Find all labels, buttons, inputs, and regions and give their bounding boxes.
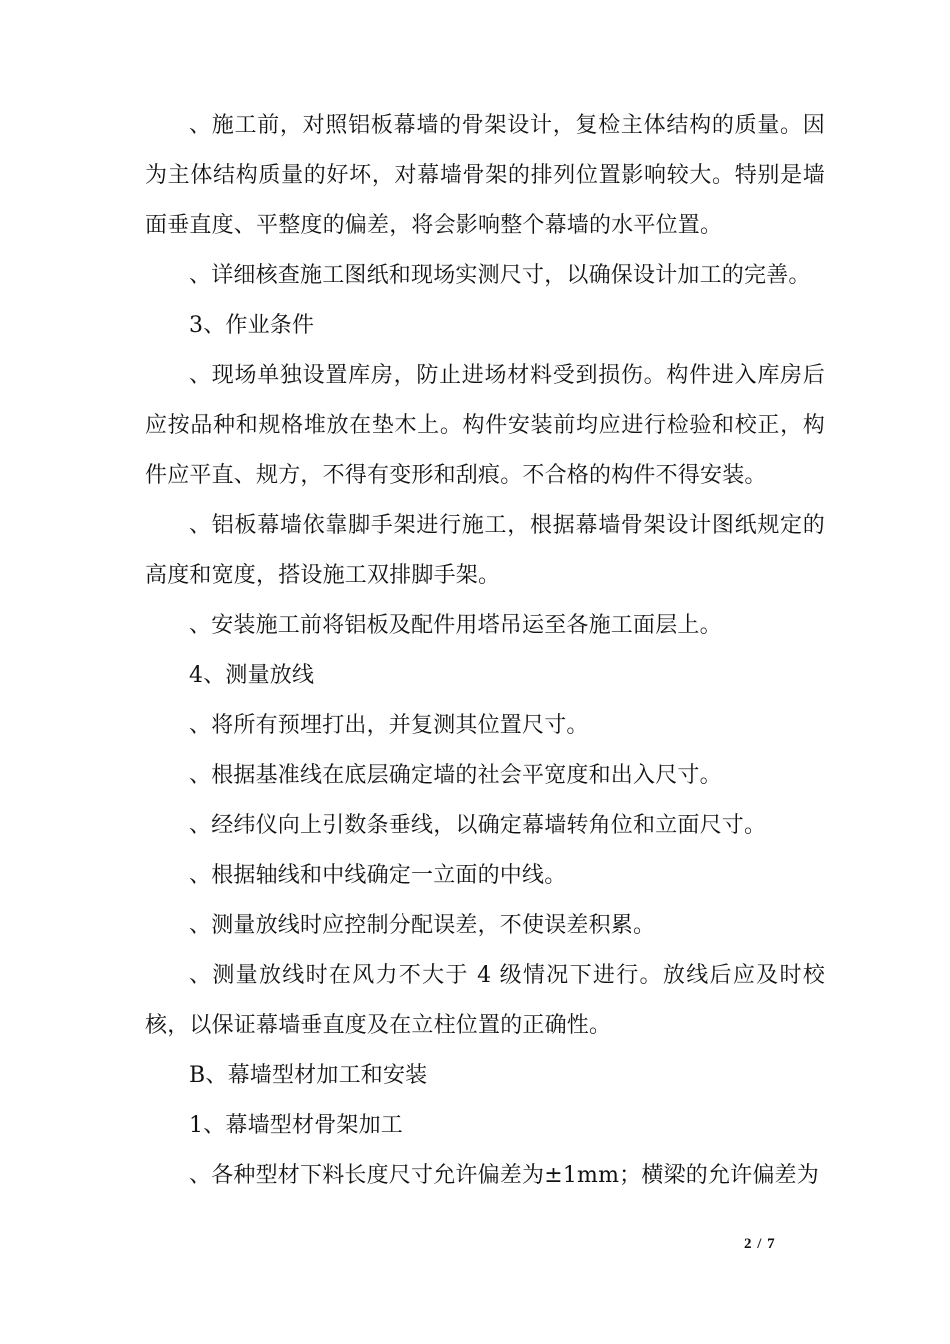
paragraph-5: 、安装施工前将铝板及配件用塔吊运至各施工面层上。 — [189, 613, 722, 638]
paragraph-7: 、根据基准线在底层确定墙的社会平宽度和出入尺寸。 — [189, 763, 722, 788]
section-heading-1: 1、幕墙型材骨架加工 — [189, 1113, 403, 1138]
section-heading-3: 3、作业条件 — [189, 313, 315, 338]
paragraph-3: 、现场单独设置库房，防止进场材料受到损伤。构件进入库房后应按品种和规格堆放在垫木上。构件安装前均应进行检验和校正，构件应平直、规方，不得有变形和刮痕。不合格的构件不得安装。 — [145, 363, 825, 488]
document-body — [145, 101, 825, 1201]
section-heading-b: B、幕墙型材加工和安装 — [189, 1063, 428, 1088]
section-heading-4: 4、测量放线 — [189, 663, 315, 688]
paragraph-4: 、铝板幕墙依靠脚手架进行施工，根据幕墙骨架设计图纸规定的高度和宽度，搭设施工双排脚手架。 — [145, 513, 825, 588]
paragraph-9: 、根据轴线和中线确定一立面的中线。 — [189, 863, 567, 888]
paragraph-12: 、各种型材下料长度尺寸允许偏差为±1mm；横梁的允许偏差为 — [189, 1163, 819, 1188]
paragraph-1: 、施工前，对照铝板幕墙的骨架设计，复检主体结构的质量。因为主体结构质量的好坏，对幕墙骨架的排列位置影响较大。特别是墙面垂直度、平整度的偏差，将会影响整个幕墙的水平位置。 — [145, 113, 825, 238]
page-number: 2 / 7 — [744, 1236, 776, 1252]
paragraph-6: 、将所有预埋打出，并复测其位置尺寸。 — [189, 713, 589, 738]
paragraph-8: 、经纬仪向上引数条垂线，以确定幕墙转角位和立面尺寸。 — [189, 813, 767, 838]
paragraph-10: 、测量放线时应控制分配误差，不使误差积累。 — [189, 913, 656, 938]
paragraph-11: 、测量放线时在风力不大于 4 级情况下进行。放线后应及时校核，以保证幕墙垂直度及在立柱位置的正确性。 — [145, 963, 825, 1038]
paragraph-2: 、详细核查施工图纸和现场实测尺寸，以确保设计加工的完善。 — [189, 263, 811, 288]
